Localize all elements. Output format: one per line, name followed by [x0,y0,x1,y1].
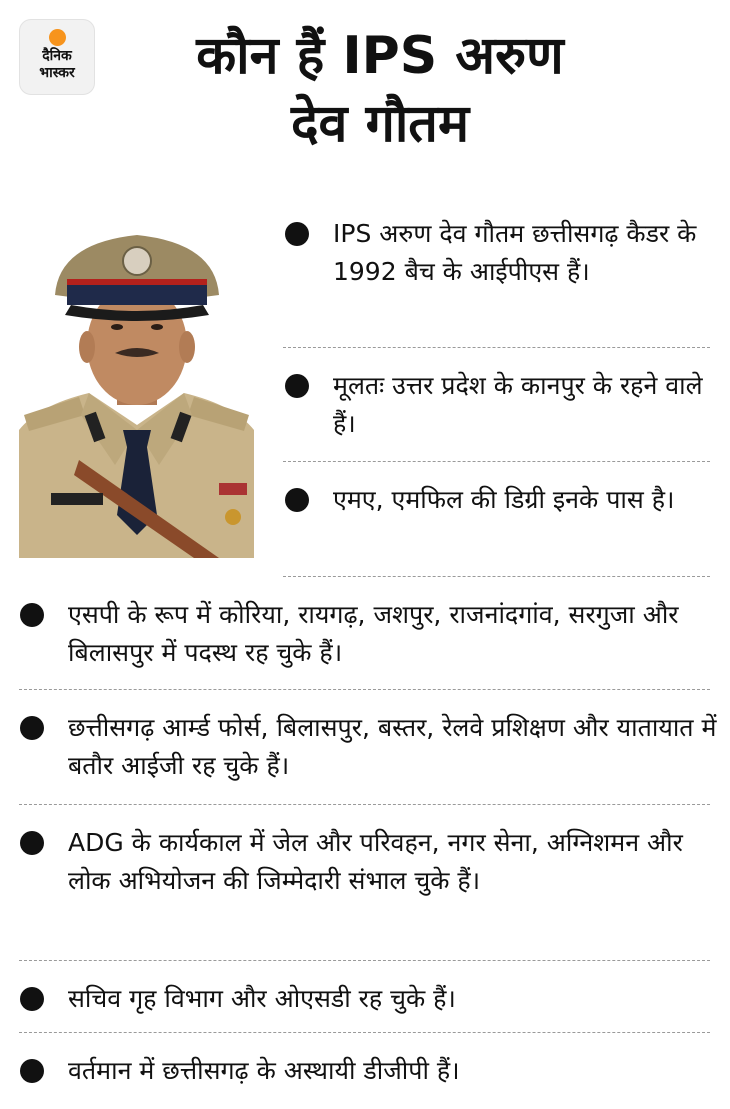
title-line2: देव गौतम [290,94,470,154]
divider [19,1032,710,1033]
divider [283,461,710,462]
list-item [68,709,718,785]
bullet-icon [285,488,309,512]
brand-logo [19,19,95,95]
list-item-text: एसपी के रूप में कोरिया, रायगढ़, जशपुर, राजनांदगांव, सरगुजा और बिलासपुर में पदस्थ रह चुके हैं। [68,600,679,667]
divider [19,689,710,690]
list-item-text: एमए, एमफिल की डिग्री इनके पास है। [333,485,675,514]
list-item [68,596,718,672]
bullet-icon [285,374,309,398]
list-item-text: छत्तीसगढ़ आर्म्ड फोर्स, बिलासपुर, बस्तर, रेलवे प्रशिक्षण और यातायात में बतौर आईजी रह चुके हैं। [68,713,717,780]
list-item [333,215,718,291]
list-item [68,980,718,1018]
divider [19,960,710,961]
bullet-icon [20,831,44,855]
list-item [68,1052,718,1090]
list-item-text: मूलतः उत्तर प्रदेश के कानपुर के रहने वाले हैं। [333,371,703,438]
officer-photo [19,225,254,558]
bullet-icon [20,603,44,627]
list-item-text: IPS अरुण देव गौतम छत्तीसगढ़ कैडर के 1992 बैच के आईपीएस हैं। [333,219,697,286]
bullet-icon [20,1059,44,1083]
list-item-text: सचिव गृह विभाग और ओएसडी रह चुके हैं। [68,984,456,1013]
divider [19,804,710,805]
logo-text-line1: दैनिक [42,48,72,64]
list-item-text: वर्तमान में छत्तीसगढ़ के अस्थायी डीजीपी हैं। [68,1056,460,1085]
divider [283,347,710,348]
logo-text-line2: भास्कर [39,65,75,81]
list-item-text: ADG के कार्यकाल में जेल और परिवहन, नगर सेना, अग्निशमन और लोक अभियोजन की जिम्मेदारी संभाल चुके हैं। [68,828,683,895]
bullet-icon [285,222,309,246]
list-item [333,481,718,519]
page-title [120,22,640,158]
logo-sun-icon [49,29,66,46]
bullet-icon [20,716,44,740]
title-line1: कौन हैं IPS अरुण [196,26,564,86]
officer-portrait-illustration [19,225,254,558]
list-item [68,824,718,900]
list-item [333,367,718,443]
bullet-icon [20,987,44,1011]
divider [283,576,710,577]
